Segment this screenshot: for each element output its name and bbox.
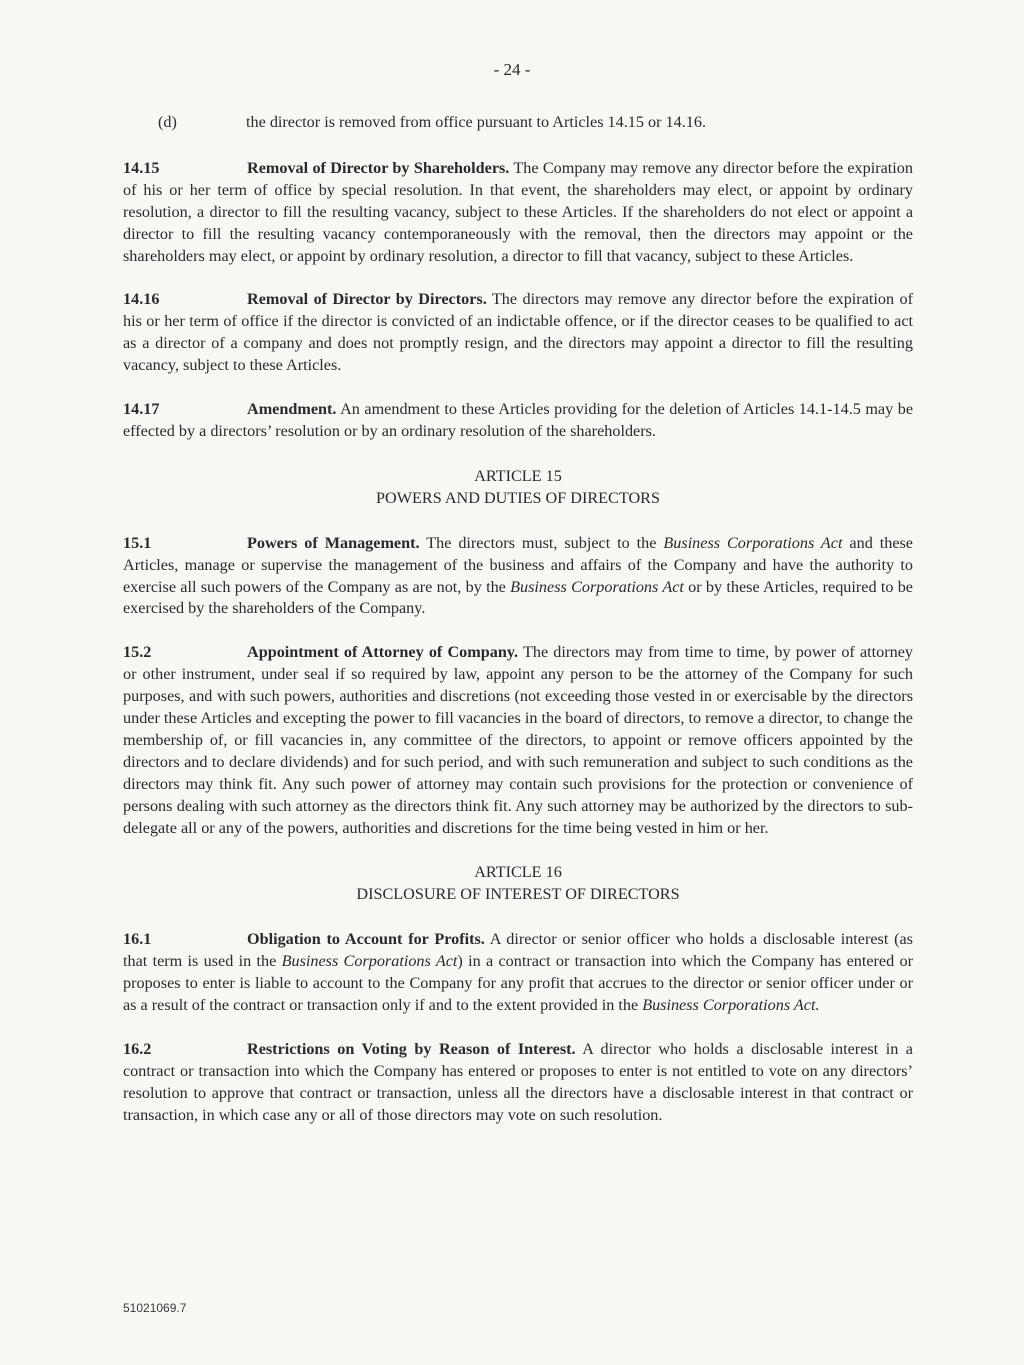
section-14-15 (123, 158, 913, 268)
section-text: A director or senior officer who holds a disclosable interest (as that term is used in the (123, 930, 913, 971)
section-heading: Appointment of Attorney of Company. (247, 643, 519, 662)
section-14-16 (123, 289, 913, 377)
section-text: The directors must, subject to the (419, 533, 664, 552)
section-text: The directors may from time to time, by power of attorney or other instrument, under seal if so required by law, appoint any person to be the attorney of the Company for such purposes, and with such powers, authorities and discretions (not exceeding those vested in or exercisable by the directors under these Articles and excepting the power to fill vacancies in the board of directors, to remove a director, to change the membership of, or fill vacancies in, any committee of the directors, to appoint or remove officers appointed by the directors and to declare dividends) and for such period, and with such remuneration and subject to such conditions as the directors may think fit. Any such power of attorney may contain such provisions for the protection or convenience of persons dealing with such attorney as the directors think fit. Any such attorney may be authorized by the directors to sub-delegate all or any of the powers, authorities and discretions for the time being vested in him or her. (123, 643, 913, 837)
section-text: ) in a contract or transaction into which the Company has entered or proposes to enter is liable to account to the Company for any profit that accrues to the director or senior officer under or as a result of the contract or transaction only if and to the extent provided in the (123, 952, 913, 1014)
article-16-title: ARTICLE 16 (474, 863, 562, 882)
section-heading: Amendment. (247, 400, 337, 419)
section-heading: Removal of Director by Directors. (247, 290, 487, 309)
section-heading: Removal of Director by Shareholders. (247, 158, 510, 177)
section-number: 14.17 (123, 400, 160, 419)
section-text: or by these Articles, required to be exercised by the shareholders of the Company. (123, 577, 913, 618)
act-name: Business Corporations Act. (642, 996, 820, 1014)
item-d (158, 112, 913, 134)
section-text: The directors may remove any director before the expiration of his or her term of office if the director is convicted of an indictable offence, or if the director ceases to be qualified to act as a director of a company and does not promptly resign, and the directors may appoint a director to fill the resulting vacancy, subject to these Articles. (123, 290, 913, 375)
section-16-2 (123, 1039, 913, 1127)
section-number: 16.1 (123, 930, 152, 949)
section-14-17 (123, 399, 913, 443)
article-16-subtitle: DISCLOSURE OF INTEREST OF DIRECTORS (356, 885, 680, 904)
section-15-1 (123, 533, 913, 621)
section-text: The Company may remove any director before the expiration of his or her term of office by special resolution. In that event, the shareholders may elect, or appoint by ordinary resolution, a director to fill the resulting vacancy, subject to these Articles. If the shareholders do not elect or appoint a director to fill the resulting vacancy contemporaneously with the removal, then the directors may appoint or the shareholders may elect, or appoint by ordinary resolution, a director to fill that vacancy, subject to these Articles. (123, 158, 913, 265)
act-name: Business Corporations Act (663, 533, 843, 552)
section-16-1 (123, 929, 913, 1017)
section-number: 14.16 (123, 290, 160, 309)
document-body (123, 112, 913, 1127)
section-text: and these Articles, manage or supervise the management of the business and affairs of the Company and have the authority to exercise all such powers of the Company as are not, by the (123, 533, 913, 596)
section-number: 16.2 (123, 1039, 152, 1058)
section-heading: Restrictions on Voting by Reason of Interest. (247, 1039, 576, 1058)
section-heading: Powers of Management. (247, 533, 420, 552)
article-15-title: ARTICLE 15 (474, 466, 562, 485)
item-d-text: the director is removed from office pursuant to Articles 14.15 or 14.16. (246, 113, 707, 131)
section-number: 14.15 (123, 158, 160, 177)
act-name: Business Corporations Act (510, 577, 684, 596)
section-text: An amendment to these Articles providing for the deletion of Articles 14.1-14.5 may be effected by a directors’ resolution or by an ordinary resolution of the shareholders. (123, 400, 913, 440)
act-name: Business Corporations Act (281, 952, 458, 971)
section-heading: Obligation to Account for Profits. (247, 930, 485, 949)
section-number: 15.1 (123, 533, 152, 552)
article-15-subtitle: POWERS AND DUTIES OF DIRECTORS (376, 488, 660, 507)
section-15-2 (123, 642, 913, 839)
page-number: - 24 - (493, 60, 531, 79)
item-d-label: (d) (158, 113, 177, 131)
section-number: 15.2 (123, 643, 152, 662)
document-id-footer: 51021069.7 (123, 1301, 187, 1315)
section-text: A director who holds a disclosable interest in a contract or transaction into which the Company has entered or proposes to enter is not entitled to vote on any directors’ resolution to approve that contract or transaction, unless all the directors have a disclosable interest in that contract or transaction, in which case any or all of those directors may vote on such resolution. (123, 1039, 913, 1124)
